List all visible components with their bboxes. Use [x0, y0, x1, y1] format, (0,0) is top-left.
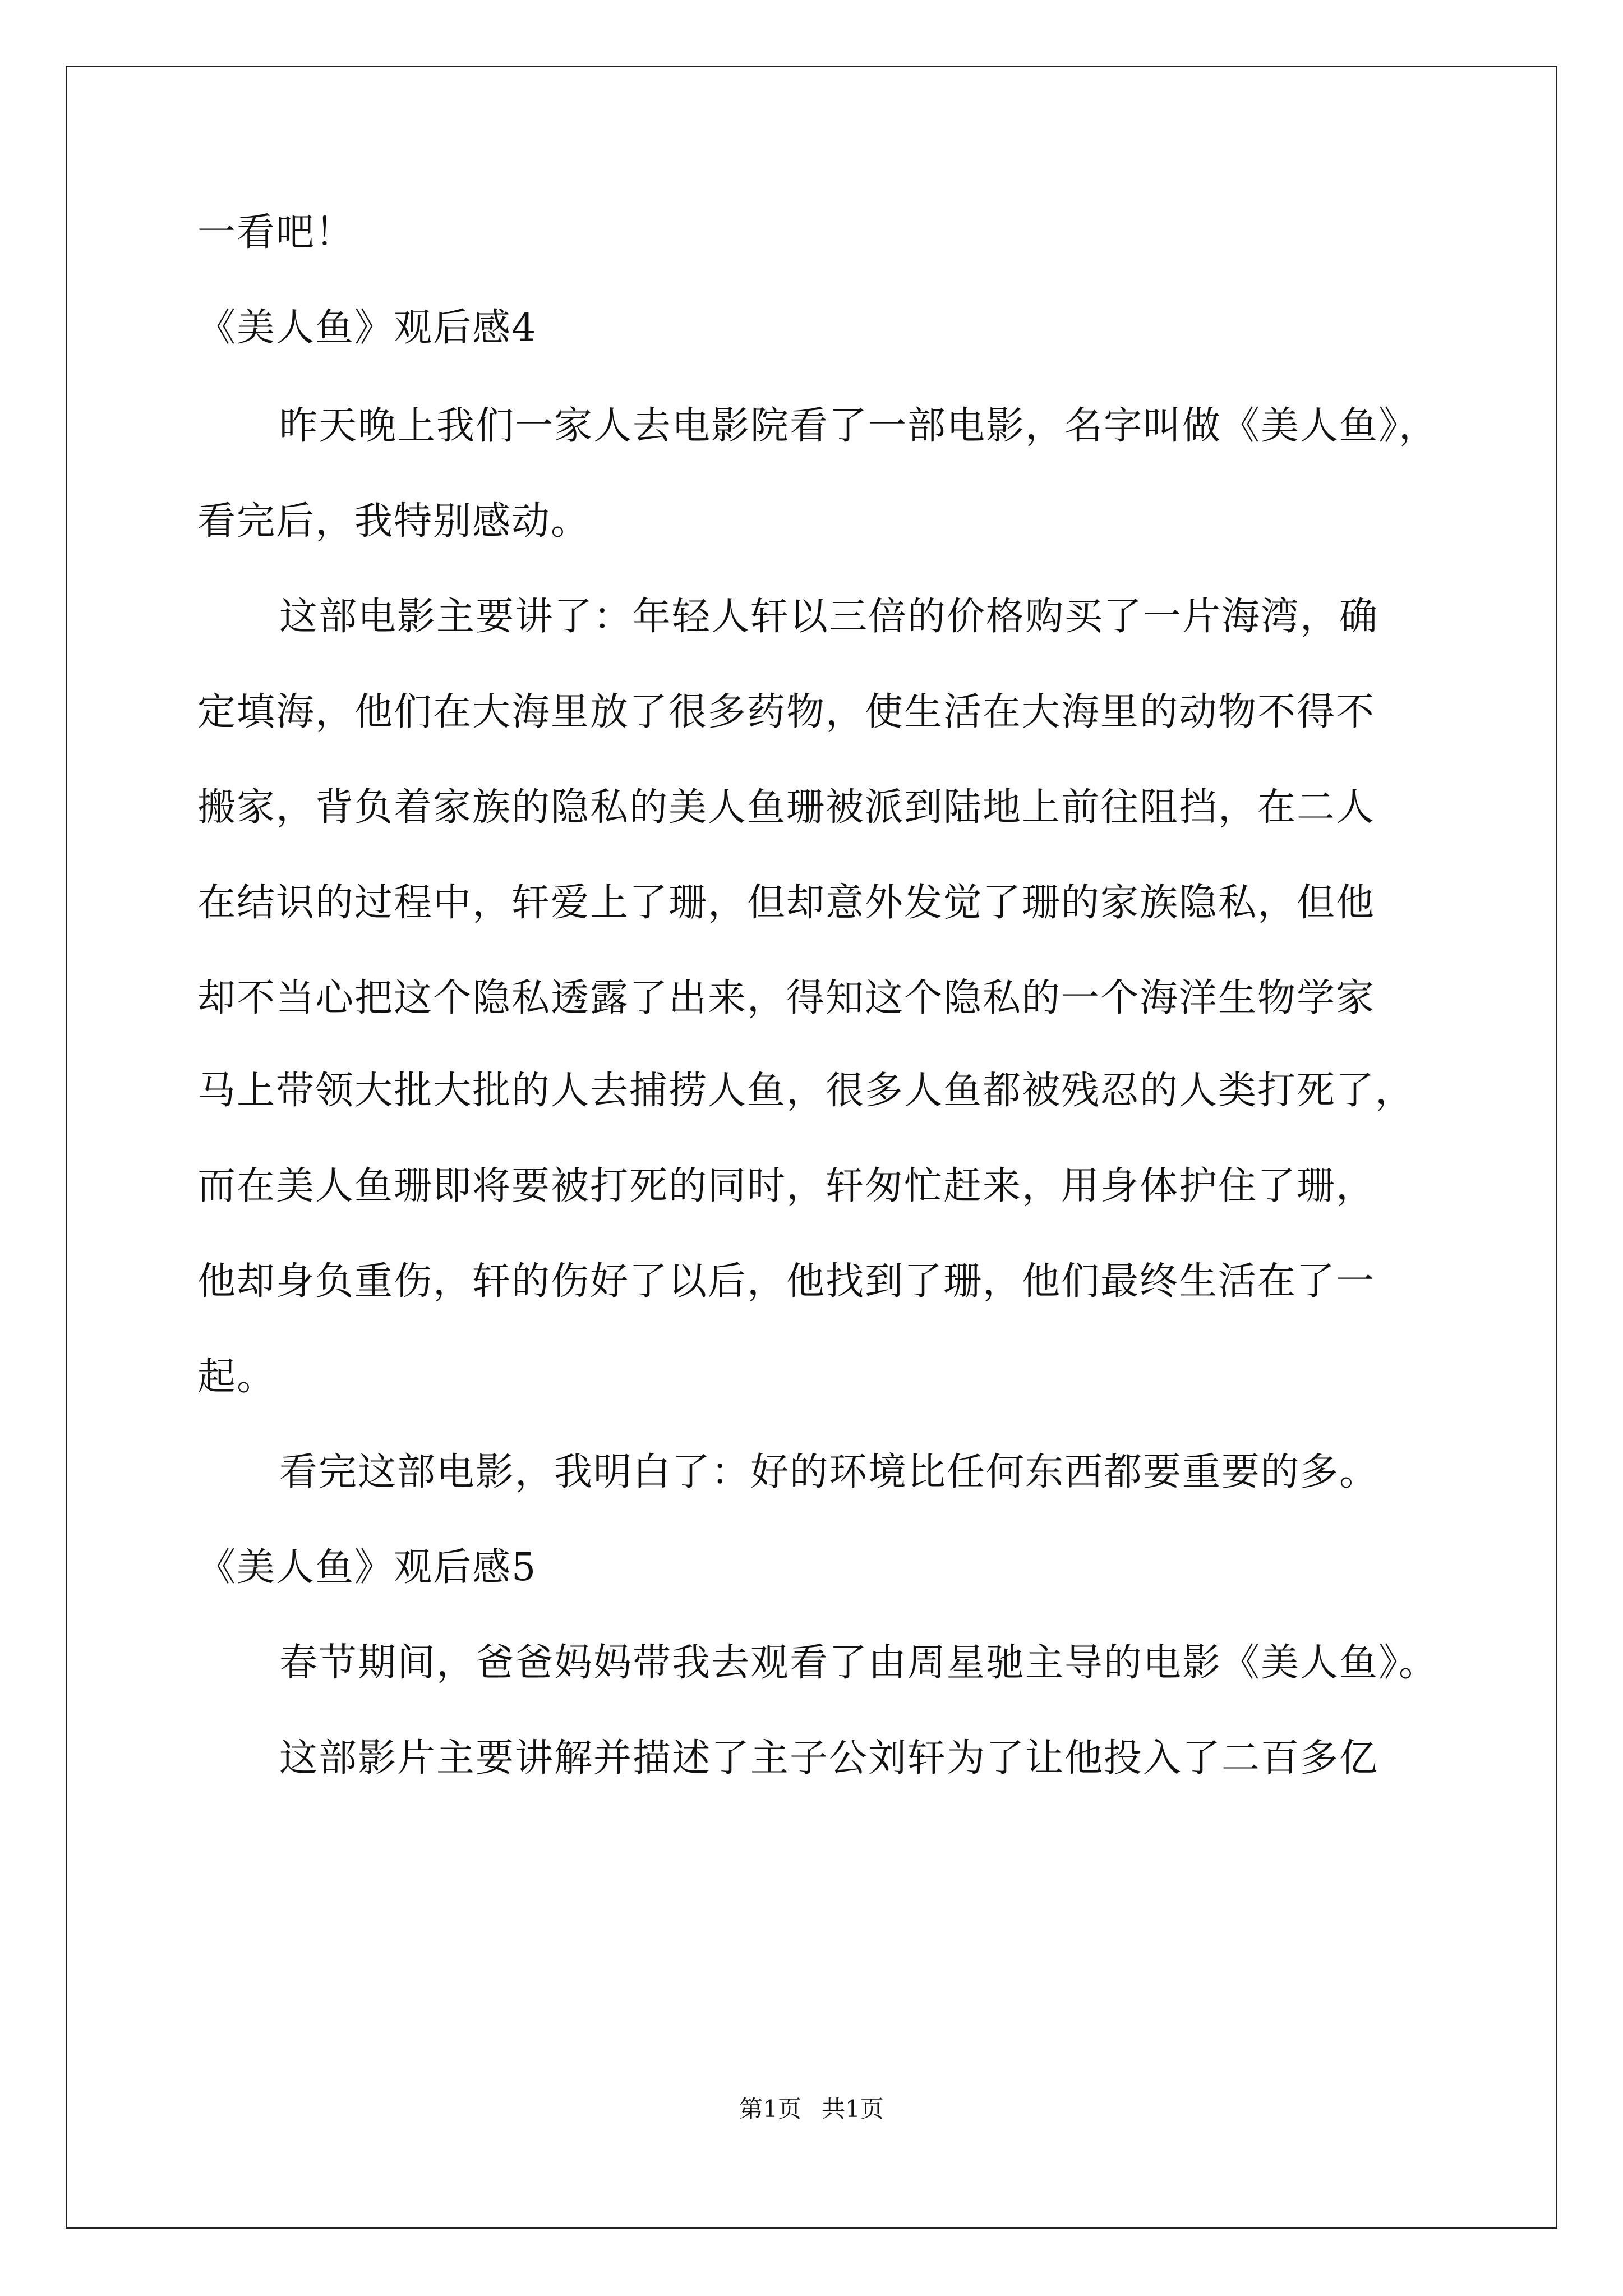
text-line: 在结识的过程中，轩爱上了珊，但却意外发觉了珊的家族隐私，但他 — [197, 881, 1376, 925]
text-line: 这部电影主要讲了：年轻人轩以三倍的价格购买了一片海湾，确 — [279, 595, 1379, 639]
text-line: 搬家，背负着家族的隐私的美人鱼珊被派到陆地上前往阻挡，在二人 — [197, 785, 1376, 830]
page-border — [66, 66, 1557, 2229]
page-number: 第1页 — [739, 2095, 801, 2123]
page-footer — [0, 2092, 1623, 2126]
text-line: 春节期间，爸爸妈妈带我去观看了由周星驰主导的电影《美人鱼》。 — [279, 1641, 1438, 1685]
text-line: 看完后，我特别感动。 — [197, 499, 591, 544]
section-heading: 《美人鱼》观后感5 — [197, 1545, 537, 1590]
text-line: 却不当心把这个隐私透露了出来，得知这个隐私的一个海洋生物学家 — [197, 976, 1376, 1020]
text-line: 看完这部电影，我明白了：好的环境比任何东西都要重要的多。 — [279, 1450, 1379, 1494]
text-line: 一看吧！ — [197, 210, 355, 255]
text-line: 这部影片主要讲解并描述了主子公刘轩为了让他投入了二百多亿 — [279, 1736, 1379, 1780]
text-line: 他却身负重伤，轩的伤好了以后，他找到了珊，他们最终生活在了一 — [197, 1259, 1376, 1304]
text-line: 定填海，他们在大海里放了很多药物，使生活在大海里的动物不得不 — [197, 690, 1376, 734]
text-line: 而在美人鱼珊即将要被打死的同时，轩匆忙赶来，用身体护住了珊， — [197, 1164, 1376, 1208]
page-total: 共1页 — [822, 2095, 884, 2123]
text-line: 起。 — [197, 1355, 276, 1399]
text-line: 昨天晚上我们一家人去电影院看了一部电影，名字叫做《美人鱼》， — [279, 404, 1438, 448]
section-heading: 《美人鱼》观后感4 — [197, 306, 537, 350]
text-line: 马上带领大批大批的人去捕捞人鱼，很多人鱼都被残忍的人类打死了， — [197, 1069, 1415, 1113]
